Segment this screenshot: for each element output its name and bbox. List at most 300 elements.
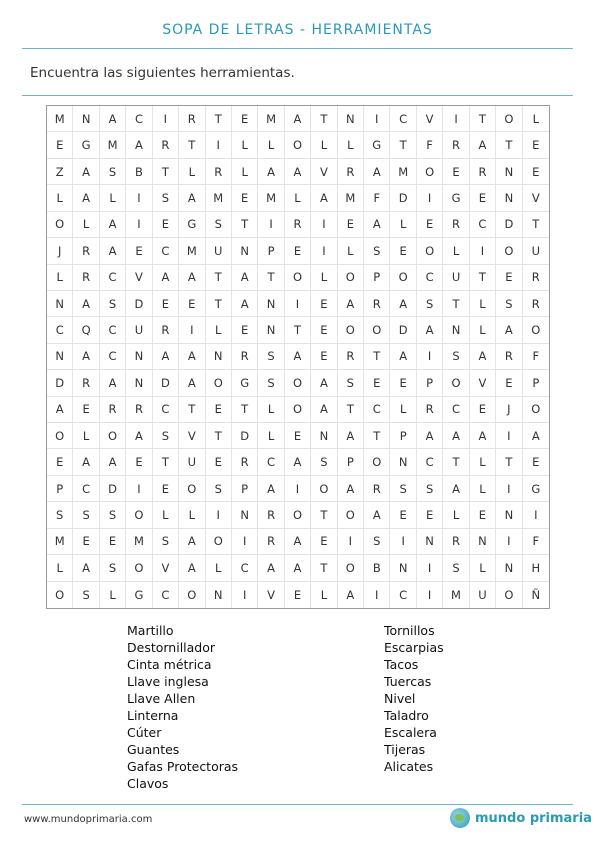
grid-cell[interactable]: O xyxy=(206,370,232,396)
grid-cell[interactable]: E xyxy=(390,502,416,528)
grid-cell[interactable]: A xyxy=(285,529,311,555)
grid-cell[interactable]: T xyxy=(206,265,232,291)
grid-cell[interactable]: A xyxy=(232,265,258,291)
grid-cell[interactable]: N xyxy=(206,344,232,370)
grid-cell[interactable]: U xyxy=(470,582,496,608)
grid-cell[interactable]: E xyxy=(390,238,416,264)
grid-cell[interactable]: U xyxy=(443,265,469,291)
grid-cell[interactable]: M xyxy=(258,185,284,211)
grid-cell[interactable]: I xyxy=(285,291,311,317)
grid-cell[interactable]: I xyxy=(364,582,390,608)
grid-cell[interactable]: S xyxy=(100,291,126,317)
grid-cell[interactable]: E xyxy=(417,212,443,238)
grid-cell[interactable]: A xyxy=(285,106,311,132)
grid-cell[interactable]: B xyxy=(126,159,152,185)
grid-cell[interactable]: A xyxy=(338,291,364,317)
grid-cell[interactable]: R xyxy=(73,265,99,291)
grid-cell[interactable]: R xyxy=(232,449,258,475)
grid-cell[interactable]: R xyxy=(153,132,179,158)
grid-cell[interactable]: R xyxy=(417,397,443,423)
grid-cell[interactable]: A xyxy=(285,344,311,370)
grid-cell[interactable]: E xyxy=(179,291,205,317)
grid-cell[interactable]: A xyxy=(311,397,337,423)
grid-cell[interactable]: S xyxy=(338,370,364,396)
grid-cell[interactable]: E xyxy=(470,502,496,528)
grid-cell[interactable]: N xyxy=(390,555,416,581)
grid-cell[interactable]: O xyxy=(338,502,364,528)
grid-cell[interactable]: M xyxy=(258,106,284,132)
grid-cell[interactable]: T xyxy=(364,344,390,370)
grid-cell[interactable]: R xyxy=(364,291,390,317)
grid-cell[interactable]: L xyxy=(47,265,73,291)
grid-cell[interactable]: L xyxy=(470,317,496,343)
grid-cell[interactable]: R xyxy=(232,344,258,370)
grid-cell[interactable]: A xyxy=(417,317,443,343)
grid-cell[interactable]: C xyxy=(153,397,179,423)
grid-cell[interactable]: A xyxy=(73,159,99,185)
grid-cell[interactable]: O xyxy=(47,423,73,449)
grid-cell[interactable]: N xyxy=(338,106,364,132)
grid-cell[interactable]: L xyxy=(232,159,258,185)
grid-cell[interactable]: A xyxy=(73,449,99,475)
grid-cell[interactable]: T xyxy=(206,423,232,449)
grid-cell[interactable]: T xyxy=(496,449,522,475)
grid-cell[interactable]: C xyxy=(364,397,390,423)
grid-cell[interactable]: G xyxy=(364,132,390,158)
grid-cell[interactable]: D xyxy=(496,212,522,238)
grid-cell[interactable]: G xyxy=(73,132,99,158)
grid-cell[interactable]: A xyxy=(364,212,390,238)
grid-cell[interactable]: A xyxy=(470,423,496,449)
grid-cell[interactable]: T xyxy=(153,449,179,475)
grid-cell[interactable]: I xyxy=(153,106,179,132)
grid-cell[interactable]: P xyxy=(47,476,73,502)
grid-cell[interactable]: S xyxy=(258,344,284,370)
grid-cell[interactable]: S xyxy=(496,291,522,317)
grid-cell[interactable]: S xyxy=(153,423,179,449)
grid-cell[interactable]: C xyxy=(126,106,152,132)
grid-cell[interactable]: A xyxy=(100,449,126,475)
grid-cell[interactable]: C xyxy=(73,476,99,502)
grid-cell[interactable]: A xyxy=(179,529,205,555)
grid-cell[interactable]: E xyxy=(285,582,311,608)
grid-cell[interactable]: A xyxy=(523,423,549,449)
grid-cell[interactable]: E xyxy=(100,529,126,555)
grid-cell[interactable]: T xyxy=(390,132,416,158)
grid-cell[interactable]: R xyxy=(126,397,152,423)
grid-cell[interactable]: L xyxy=(73,423,99,449)
grid-cell[interactable]: G xyxy=(523,476,549,502)
grid-cell[interactable]: L xyxy=(311,132,337,158)
grid-cell[interactable]: O xyxy=(496,106,522,132)
grid-cell[interactable]: R xyxy=(496,344,522,370)
grid-cell[interactable]: S xyxy=(258,370,284,396)
grid-cell[interactable]: L xyxy=(311,265,337,291)
grid-cell[interactable]: L xyxy=(153,502,179,528)
grid-cell[interactable]: R xyxy=(338,344,364,370)
grid-cell[interactable]: A xyxy=(258,555,284,581)
grid-cell[interactable]: S xyxy=(153,529,179,555)
grid-cell[interactable]: E xyxy=(496,265,522,291)
grid-cell[interactable]: S xyxy=(417,476,443,502)
grid-cell[interactable]: O xyxy=(285,502,311,528)
grid-cell[interactable]: N xyxy=(496,555,522,581)
grid-cell[interactable]: C xyxy=(153,238,179,264)
grid-cell[interactable]: U xyxy=(206,238,232,264)
grid-cell[interactable]: G xyxy=(443,185,469,211)
grid-cell[interactable]: O xyxy=(364,449,390,475)
grid-cell[interactable]: M xyxy=(179,238,205,264)
grid-cell[interactable]: T xyxy=(470,106,496,132)
grid-cell[interactable]: R xyxy=(523,291,549,317)
grid-cell[interactable]: V xyxy=(470,370,496,396)
grid-cell[interactable]: E xyxy=(311,529,337,555)
grid-cell[interactable]: E xyxy=(153,291,179,317)
grid-cell[interactable]: L xyxy=(338,238,364,264)
grid-cell[interactable]: L xyxy=(100,582,126,608)
grid-cell[interactable]: T xyxy=(443,291,469,317)
grid-cell[interactable]: V xyxy=(417,106,443,132)
grid-cell[interactable]: A xyxy=(232,291,258,317)
grid-cell[interactable]: S xyxy=(364,529,390,555)
grid-cell[interactable]: O xyxy=(179,476,205,502)
grid-cell[interactable]: R xyxy=(338,159,364,185)
grid-cell[interactable]: M xyxy=(47,106,73,132)
grid-cell[interactable]: O xyxy=(47,582,73,608)
grid-cell[interactable]: P xyxy=(523,370,549,396)
grid-cell[interactable]: N xyxy=(232,238,258,264)
grid-cell[interactable]: C xyxy=(100,317,126,343)
grid-cell[interactable]: L xyxy=(47,555,73,581)
grid-cell[interactable]: L xyxy=(470,555,496,581)
grid-cell[interactable]: E xyxy=(126,238,152,264)
grid-cell[interactable]: L xyxy=(258,397,284,423)
grid-cell[interactable]: T xyxy=(496,132,522,158)
grid-cell[interactable]: S xyxy=(73,502,99,528)
grid-cell[interactable]: E xyxy=(470,185,496,211)
grid-cell[interactable]: L xyxy=(100,185,126,211)
grid-cell[interactable]: A xyxy=(285,449,311,475)
grid-cell[interactable]: L xyxy=(470,476,496,502)
grid-cell[interactable]: I xyxy=(364,106,390,132)
grid-cell[interactable]: I xyxy=(338,529,364,555)
grid-cell[interactable]: I xyxy=(311,212,337,238)
grid-cell[interactable]: E xyxy=(470,397,496,423)
grid-cell[interactable]: Q xyxy=(73,317,99,343)
grid-cell[interactable]: R xyxy=(179,106,205,132)
grid-cell[interactable]: N xyxy=(443,317,469,343)
grid-cell[interactable]: B xyxy=(364,555,390,581)
grid-cell[interactable]: O xyxy=(285,397,311,423)
grid-cell[interactable]: A xyxy=(443,476,469,502)
grid-cell[interactable]: O xyxy=(126,502,152,528)
grid-cell[interactable]: F xyxy=(523,529,549,555)
grid-cell[interactable]: N xyxy=(496,185,522,211)
grid-cell[interactable]: A xyxy=(338,582,364,608)
grid-cell[interactable]: A xyxy=(126,423,152,449)
grid-cell[interactable]: N xyxy=(258,291,284,317)
grid-cell[interactable]: A xyxy=(73,185,99,211)
grid-cell[interactable]: R xyxy=(153,317,179,343)
grid-cell[interactable]: O xyxy=(338,265,364,291)
grid-cell[interactable]: L xyxy=(470,291,496,317)
grid-cell[interactable]: E xyxy=(206,397,232,423)
grid-cell[interactable]: S xyxy=(73,582,99,608)
grid-cell[interactable]: C xyxy=(100,344,126,370)
grid-cell[interactable]: A xyxy=(258,159,284,185)
grid-cell[interactable]: N xyxy=(232,502,258,528)
grid-cell[interactable]: O xyxy=(311,476,337,502)
grid-cell[interactable]: I xyxy=(311,238,337,264)
grid-cell[interactable]: I xyxy=(417,582,443,608)
grid-cell[interactable]: L xyxy=(443,238,469,264)
grid-cell[interactable]: I xyxy=(470,238,496,264)
grid-cell[interactable]: U xyxy=(179,449,205,475)
grid-cell[interactable]: D xyxy=(126,291,152,317)
grid-cell[interactable]: L xyxy=(206,555,232,581)
grid-cell[interactable]: N xyxy=(126,370,152,396)
grid-cell[interactable]: L xyxy=(311,582,337,608)
grid-cell[interactable]: N xyxy=(73,106,99,132)
grid-cell[interactable]: O xyxy=(179,582,205,608)
grid-cell[interactable]: A xyxy=(153,344,179,370)
grid-cell[interactable]: S xyxy=(153,185,179,211)
grid-cell[interactable]: U xyxy=(523,238,549,264)
grid-cell[interactable]: O xyxy=(285,132,311,158)
grid-cell[interactable]: S xyxy=(417,291,443,317)
grid-cell[interactable]: M xyxy=(338,185,364,211)
grid-cell[interactable]: V xyxy=(258,582,284,608)
grid-cell[interactable]: C xyxy=(100,265,126,291)
grid-cell[interactable]: G xyxy=(232,370,258,396)
grid-cell[interactable]: M xyxy=(100,132,126,158)
grid-cell[interactable]: T xyxy=(153,159,179,185)
grid-cell[interactable]: I xyxy=(523,502,549,528)
grid-cell[interactable]: T xyxy=(232,397,258,423)
grid-cell[interactable]: N xyxy=(470,529,496,555)
grid-cell[interactable]: P xyxy=(258,238,284,264)
grid-cell[interactable]: I xyxy=(496,423,522,449)
grid-cell[interactable]: S xyxy=(206,212,232,238)
grid-cell[interactable]: L xyxy=(443,502,469,528)
grid-cell[interactable]: D xyxy=(390,317,416,343)
grid-cell[interactable]: R xyxy=(73,370,99,396)
grid-cell[interactable]: T xyxy=(338,397,364,423)
grid-cell[interactable]: E xyxy=(47,132,73,158)
grid-cell[interactable]: L xyxy=(470,449,496,475)
grid-cell[interactable]: T xyxy=(311,555,337,581)
grid-cell[interactable]: C xyxy=(390,582,416,608)
grid-cell[interactable]: E xyxy=(153,212,179,238)
grid-cell[interactable]: A xyxy=(179,555,205,581)
grid-cell[interactable]: E xyxy=(232,185,258,211)
grid-cell[interactable]: N xyxy=(206,582,232,608)
grid-cell[interactable]: A xyxy=(364,159,390,185)
grid-cell[interactable]: D xyxy=(100,476,126,502)
grid-cell[interactable]: E xyxy=(153,476,179,502)
grid-cell[interactable]: N xyxy=(47,344,73,370)
grid-cell[interactable]: V xyxy=(523,185,549,211)
grid-cell[interactable]: E xyxy=(364,370,390,396)
grid-cell[interactable]: R xyxy=(364,476,390,502)
grid-cell[interactable]: E xyxy=(523,449,549,475)
grid-cell[interactable]: P xyxy=(338,449,364,475)
grid-cell[interactable]: A xyxy=(73,291,99,317)
grid-cell[interactable]: I xyxy=(126,185,152,211)
grid-cell[interactable]: M xyxy=(126,529,152,555)
grid-cell[interactable]: I xyxy=(390,529,416,555)
grid-cell[interactable]: I xyxy=(232,529,258,555)
grid-cell[interactable]: G xyxy=(179,212,205,238)
grid-cell[interactable]: E xyxy=(417,502,443,528)
grid-cell[interactable]: A xyxy=(100,212,126,238)
grid-cell[interactable]: O xyxy=(206,529,232,555)
grid-cell[interactable]: L xyxy=(258,132,284,158)
grid-cell[interactable]: N xyxy=(126,344,152,370)
grid-cell[interactable]: V xyxy=(311,159,337,185)
grid-cell[interactable]: S xyxy=(443,344,469,370)
grid-cell[interactable]: L xyxy=(179,502,205,528)
grid-cell[interactable]: O xyxy=(100,423,126,449)
grid-cell[interactable]: T xyxy=(206,106,232,132)
grid-cell[interactable]: S xyxy=(390,476,416,502)
grid-cell[interactable]: O xyxy=(496,238,522,264)
grid-cell[interactable]: Z xyxy=(47,159,73,185)
grid-cell[interactable]: E xyxy=(285,238,311,264)
grid-cell[interactable]: O xyxy=(390,265,416,291)
grid-cell[interactable]: A xyxy=(258,476,284,502)
grid-cell[interactable]: O xyxy=(523,397,549,423)
grid-cell[interactable]: E xyxy=(496,370,522,396)
grid-cell[interactable]: R xyxy=(523,265,549,291)
grid-cell[interactable]: A xyxy=(390,344,416,370)
grid-cell[interactable]: R xyxy=(206,159,232,185)
grid-cell[interactable]: E xyxy=(232,106,258,132)
grid-cell[interactable]: T xyxy=(179,132,205,158)
grid-cell[interactable]: A xyxy=(73,344,99,370)
grid-cell[interactable]: I xyxy=(206,132,232,158)
grid-cell[interactable]: A xyxy=(496,317,522,343)
grid-cell[interactable]: Ñ xyxy=(531,587,541,602)
grid-cell[interactable]: E xyxy=(232,317,258,343)
grid-cell[interactable]: P xyxy=(364,265,390,291)
grid-cell[interactable]: A xyxy=(417,423,443,449)
grid-cell[interactable]: O xyxy=(443,370,469,396)
grid-cell[interactable]: O xyxy=(417,238,443,264)
grid-cell[interactable]: A xyxy=(285,555,311,581)
grid-cell[interactable]: A xyxy=(338,423,364,449)
grid-cell[interactable]: N xyxy=(47,291,73,317)
grid-cell[interactable]: I xyxy=(126,212,152,238)
grid-cell[interactable]: S xyxy=(100,502,126,528)
grid-cell[interactable]: A xyxy=(100,106,126,132)
grid-cell[interactable]: C xyxy=(417,265,443,291)
grid-cell[interactable]: A xyxy=(179,344,205,370)
grid-cell[interactable]: E xyxy=(47,449,73,475)
grid-cell[interactable]: C xyxy=(232,555,258,581)
grid-cell[interactable]: T xyxy=(285,317,311,343)
grid-cell[interactable]: N xyxy=(417,529,443,555)
grid-cell[interactable]: A xyxy=(126,132,152,158)
grid-cell[interactable]: V xyxy=(179,423,205,449)
grid-cell[interactable]: A xyxy=(443,423,469,449)
grid-cell[interactable]: L xyxy=(390,212,416,238)
grid-cell[interactable]: S xyxy=(100,159,126,185)
grid-cell[interactable]: O xyxy=(417,159,443,185)
grid-cell[interactable]: V xyxy=(126,265,152,291)
grid-cell[interactable]: I xyxy=(417,344,443,370)
grid-cell[interactable]: I xyxy=(206,502,232,528)
grid-cell[interactable]: R xyxy=(443,212,469,238)
grid-cell[interactable]: R xyxy=(470,159,496,185)
grid-cell[interactable]: U xyxy=(126,317,152,343)
word-search-grid[interactable] xyxy=(46,105,550,609)
grid-cell[interactable]: P xyxy=(232,476,258,502)
grid-cell[interactable]: I xyxy=(126,476,152,502)
grid-cell[interactable]: L xyxy=(73,212,99,238)
grid-cell[interactable]: I xyxy=(417,185,443,211)
grid-cell[interactable]: E xyxy=(126,449,152,475)
grid-cell[interactable]: I xyxy=(232,582,258,608)
grid-cell[interactable]: E xyxy=(523,132,549,158)
grid-cell[interactable]: I xyxy=(443,106,469,132)
grid-cell[interactable]: N xyxy=(311,423,337,449)
grid-cell[interactable]: O xyxy=(364,317,390,343)
grid-cell[interactable]: R xyxy=(100,397,126,423)
grid-cell[interactable]: R xyxy=(285,212,311,238)
grid-cell[interactable]: I xyxy=(179,317,205,343)
grid-cell[interactable]: T xyxy=(311,106,337,132)
grid-cell[interactable]: E xyxy=(73,397,99,423)
grid-cell[interactable]: O xyxy=(338,555,364,581)
grid-cell[interactable]: O xyxy=(47,212,73,238)
grid-cell[interactable]: L xyxy=(206,317,232,343)
grid-cell[interactable]: M xyxy=(443,582,469,608)
grid-cell[interactable]: R xyxy=(258,529,284,555)
grid-cell[interactable]: C xyxy=(390,106,416,132)
grid-cell[interactable]: G xyxy=(126,582,152,608)
grid-cell[interactable]: N xyxy=(496,159,522,185)
grid-cell[interactable]: L xyxy=(523,106,549,132)
grid-cell[interactable]: A xyxy=(311,370,337,396)
grid-cell[interactable]: O xyxy=(338,317,364,343)
grid-cell[interactable]: O xyxy=(285,370,311,396)
grid-cell[interactable]: S xyxy=(100,555,126,581)
grid-cell[interactable]: D xyxy=(153,370,179,396)
grid-cell[interactable]: C xyxy=(443,397,469,423)
grid-cell[interactable]: O xyxy=(496,582,522,608)
grid-cell[interactable]: R xyxy=(258,502,284,528)
grid-cell[interactable]: S xyxy=(47,502,73,528)
grid-cell[interactable]: R xyxy=(73,238,99,264)
grid-cell[interactable]: A xyxy=(100,238,126,264)
grid-cell[interactable]: T xyxy=(470,265,496,291)
grid-cell[interactable]: I xyxy=(258,212,284,238)
grid-cell[interactable]: D xyxy=(232,423,258,449)
grid-cell[interactable]: E xyxy=(311,317,337,343)
grid-cell[interactable]: L xyxy=(47,185,73,211)
grid-cell[interactable]: E xyxy=(285,423,311,449)
grid-cell[interactable]: A xyxy=(47,397,73,423)
grid-cell[interactable]: A xyxy=(285,159,311,185)
grid-cell[interactable]: T xyxy=(232,212,258,238)
grid-cell[interactable]: E xyxy=(338,212,364,238)
grid-cell[interactable]: L xyxy=(258,423,284,449)
grid-cell[interactable]: A xyxy=(100,370,126,396)
grid-cell[interactable]: T xyxy=(443,449,469,475)
grid-cell[interactable]: J xyxy=(47,238,73,264)
grid-cell[interactable]: E xyxy=(311,291,337,317)
